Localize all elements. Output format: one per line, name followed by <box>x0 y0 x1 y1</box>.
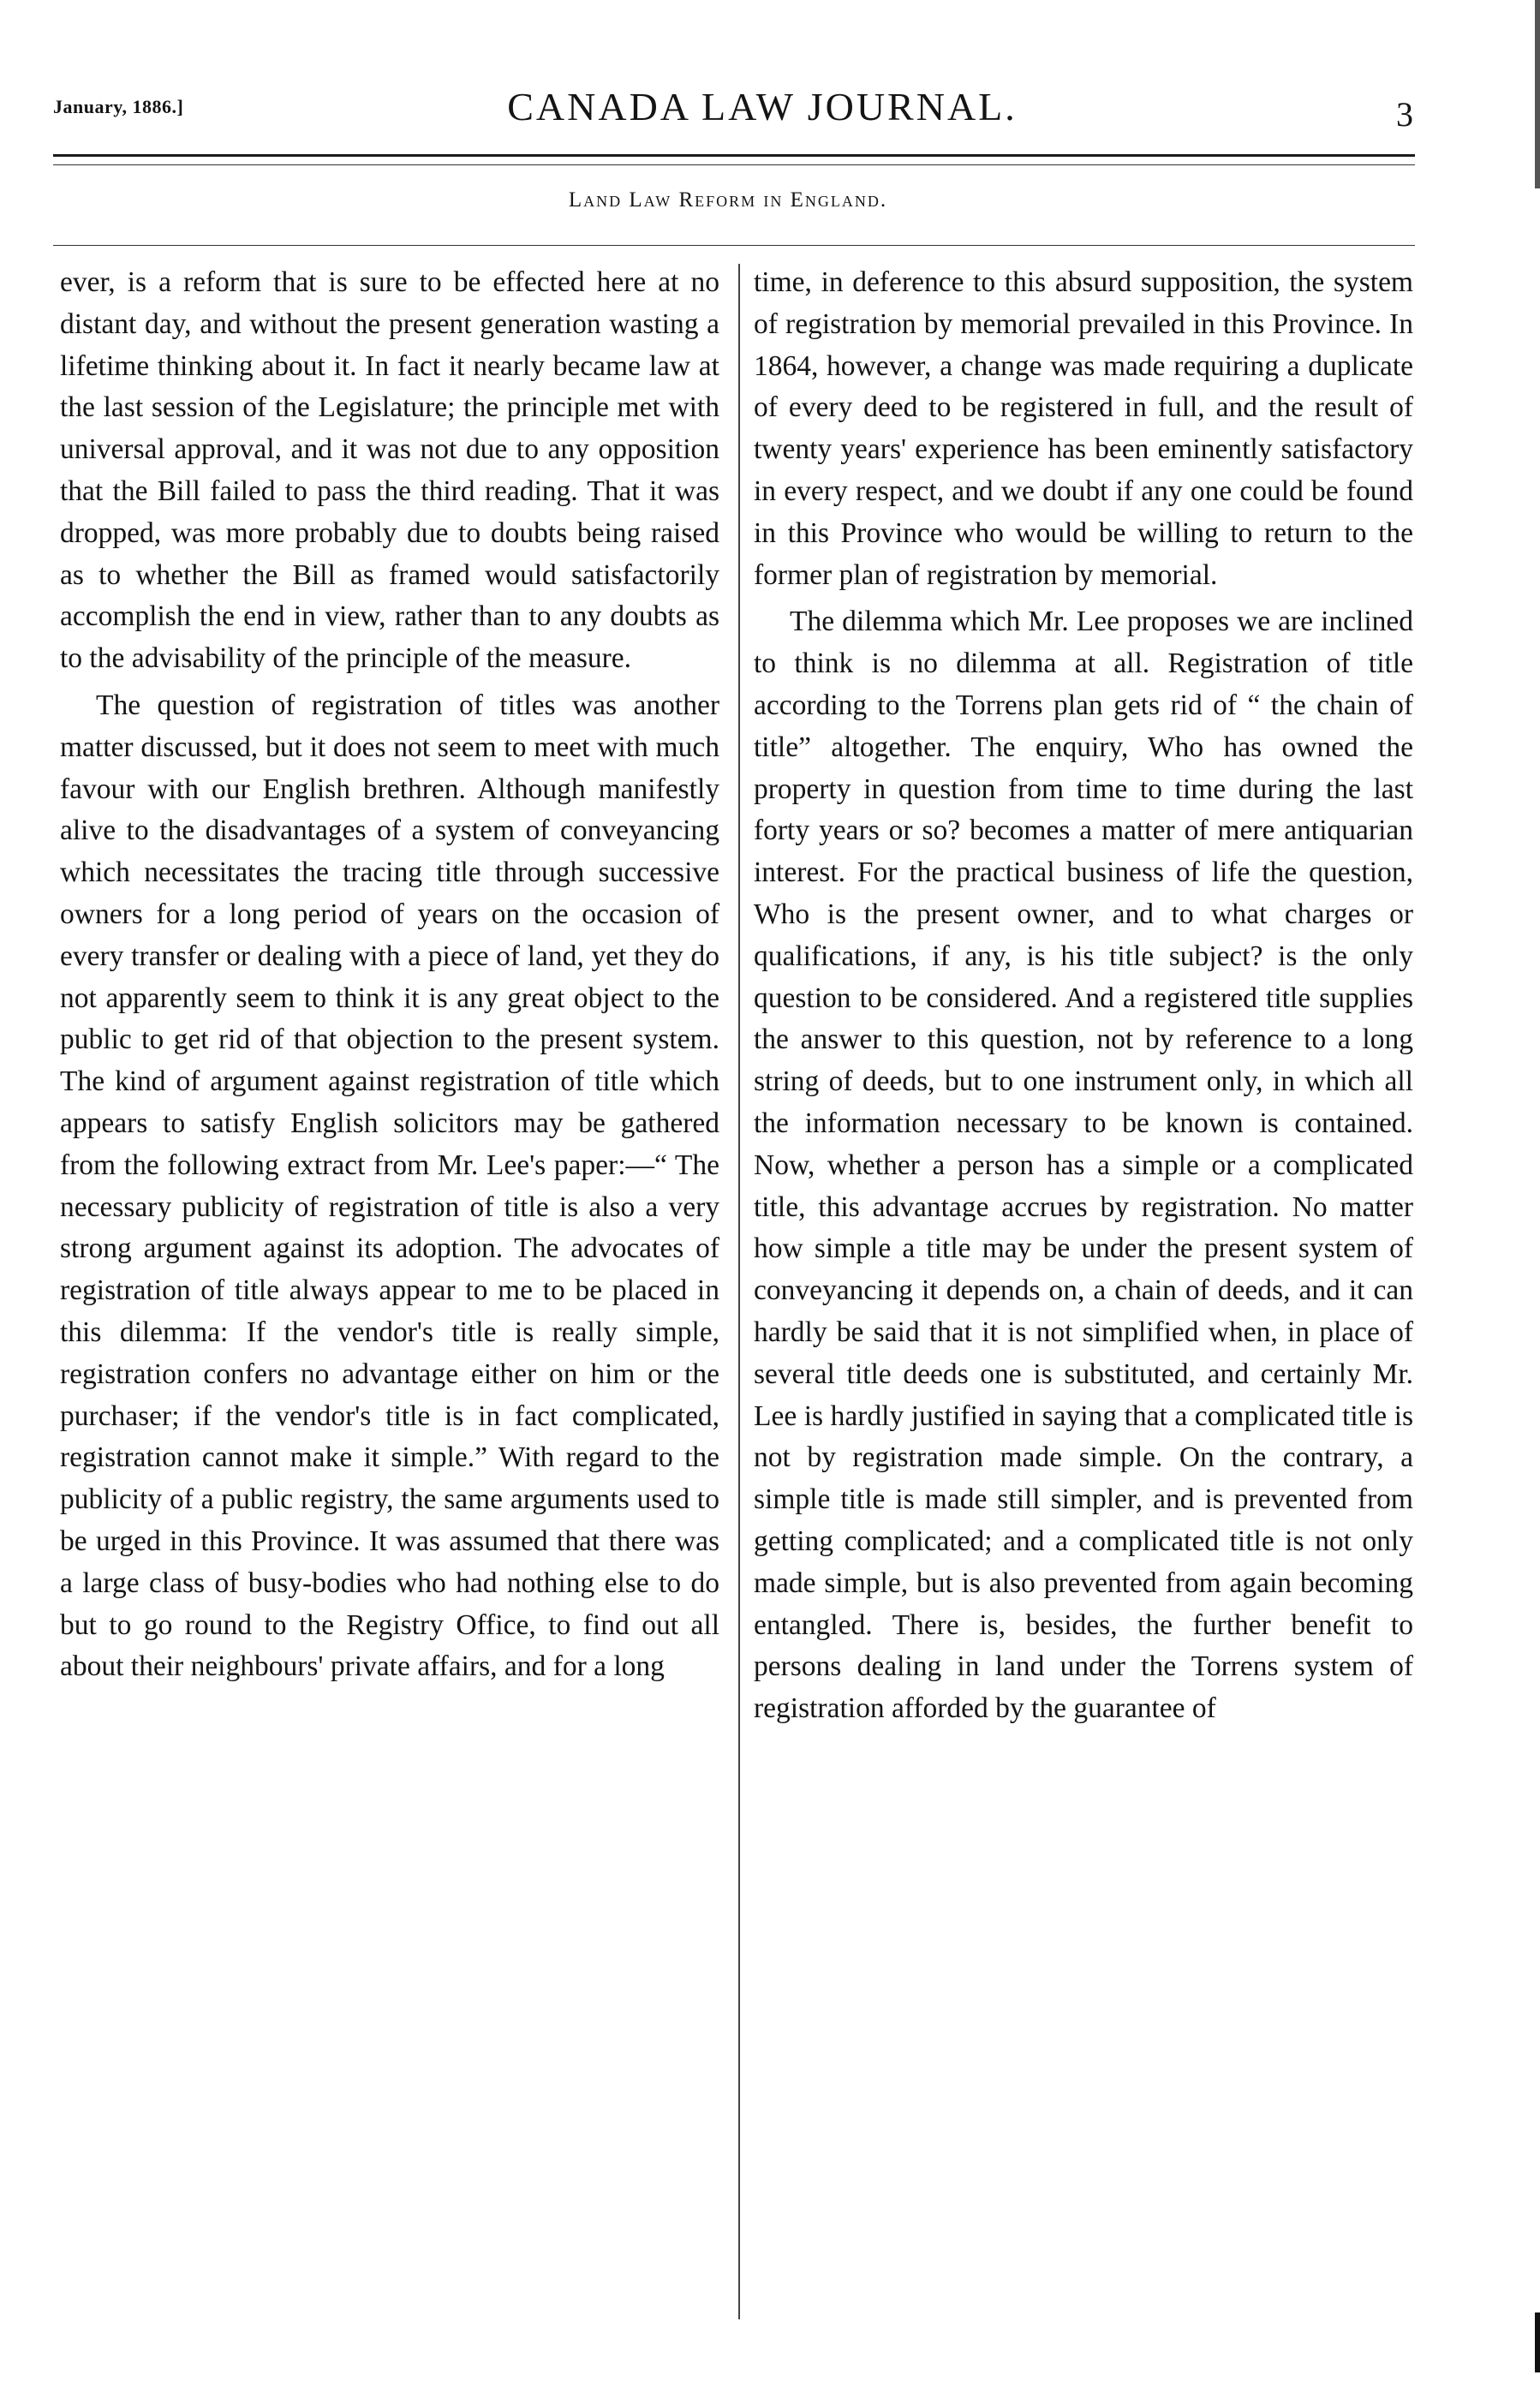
right-column <box>754 262 1413 1730</box>
right-paragraph-2: The dilemma which Mr. Lee proposes we are inclined to think is no dilemma at all. Registration of title according to the Torrens plan gets rid of “ the chain of title” altogether. The enquiry, Who has owned the property in question from time to time during the last forty years or so? becomes a matter of mere antiquarian interest. For the practical business of life the question, Who is the present owner, and to what charges or qualifications, if any, is his title subject? is the only question to be considered. And a registered title supplies the answer to this question, not by reference to a long string of deeds, but to one instrument only, in which all the information necessary to be known is contained. Now, whether a person has a simple or a complicated title, this advantage accrues by registration. No matter how simple a title may be under the present system of conveyancing it depends on, a chain of deeds, and it can hardly be said that it is not simplified when, in place of several title deeds one is substituted, and certainly Mr. Lee is hardly justified in saying that a complicated title is not by registration made simple. On the contrary, a simple title is made still simpler, and is prevented from getting complicated; and a complicated title is not only made simple, but is also prevented from again becoming entangled. There is, besides, the further benefit to persons dealing in land under the Torrens system of registration afforded by the guarantee of <box>754 606 1413 1725</box>
section-heading: Land Law Reform in England. <box>568 188 888 212</box>
section-rule <box>53 245 1415 246</box>
scan-edge-mark-top <box>1535 0 1540 188</box>
column-divider <box>738 264 740 2319</box>
header-date: January, 1886.] <box>53 96 184 117</box>
left-paragraph-1: ever, is a reform that is sure to be effected here at no distant day, and without the present generation wasting a lifetime thinking about it. In fact it nearly became law at the last session of the Legislature; the principle met with universal approval, and it was not due to any opposition that the Bill failed to pass the third reading. That it was dropped, was more probably due to doubts being raised as to whether the Bill as framed would satisfactorily accomplish the end in view, rather than to any doubts as to the advisability of the principle of the measure. <box>60 266 719 675</box>
right-paragraph-1: time, in deference to this absurd supposition, the system of registration by memorial prevailed in this Province. In 1864, however, a change was made requiring a duplicate of every deed to be registered in full, and the result of twenty years' experience has been eminently satisfactory in every respect, and we doubt if any one could be found in this Province who would be willing to return to the former plan of registration by memorial. <box>754 266 1413 591</box>
page-number: 3 <box>1396 95 1413 134</box>
scan-edge-mark-bottom <box>1535 2312 1540 2372</box>
header-rule-bottom <box>53 164 1415 165</box>
journal-title: CANADA LAW JOURNAL. <box>507 85 1018 128</box>
left-column <box>60 262 719 1688</box>
left-paragraph-2: The question of registration of titles was another matter discussed, but it does not seem to meet with much favour with our English brethren. Although manifestly alive to the disadvantages of a system of conveyancing which necessitates the tracing title through successive owners for a long period of years on the occasion of every transfer or dealing with a piece of land, yet they do not apparently seem to think it is any great object to the public to get rid of that objection to the present system. The kind of argument against registration of title which appears to satisfy English solicitors may be gathered from the following extract from Mr. Lee's paper:—“ The necessary publicity of registration of title is also a very strong argument against its adoption. The advocates of registration of title always appear to me to be placed in this dilemma: If the vendor's title is really simple, registration confers no advantage either on him or the purchaser; if the vendor's title is in fact complicated, registration cannot make it simple.” With regard to the publicity of a public registry, the same arguments used to be urged in this Province. It was assumed that there was a large class of busy-bodies who had nothing else to do but to go round to the Registry Office, to find out all about their neighbours' private affairs, and for a long <box>60 689 719 1683</box>
header-rule-top <box>53 154 1415 157</box>
